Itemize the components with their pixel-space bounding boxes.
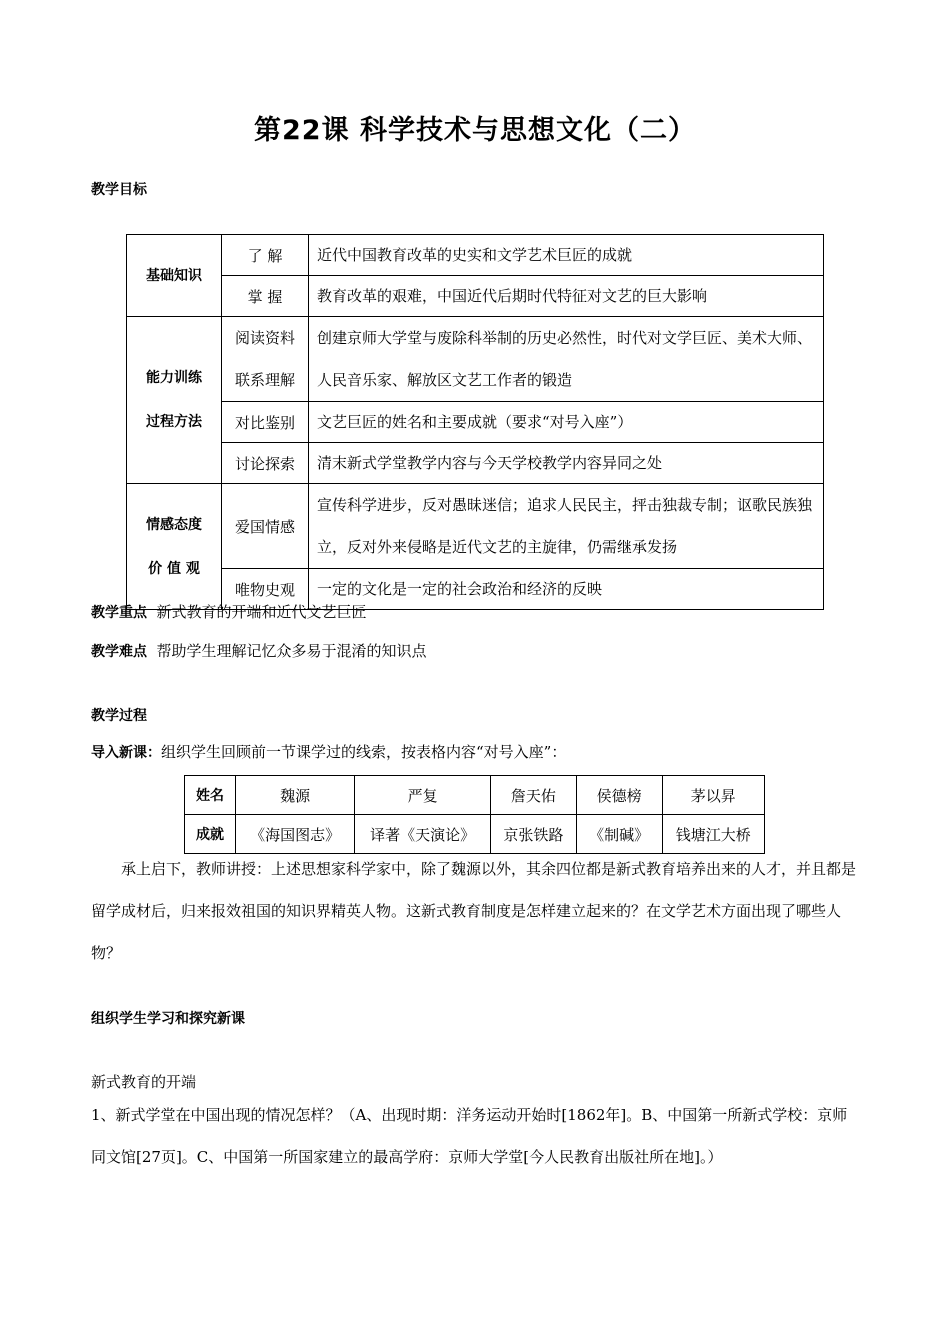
key-point-text: 新式教育的开端和近代文艺巨匠: [156, 603, 367, 621]
table-cell: 《制碱》: [576, 815, 662, 854]
objectives-table: [126, 234, 824, 610]
category-ability-line2: 过程方法: [146, 414, 202, 430]
table-cell: 侯德榜: [576, 776, 662, 815]
sub-patriotism: 爱国情感: [222, 484, 309, 569]
intro-line: [91, 741, 566, 762]
desc-materialism: 一定的文化是一定的社会政治和经济的反映: [309, 569, 824, 610]
table-cell: 魏源: [236, 776, 355, 815]
category-ability: [127, 317, 222, 484]
difficulty-text: 帮助学生理解记忆众多易于混淆的知识点: [156, 642, 427, 660]
table-row: [127, 276, 824, 317]
match-table: [184, 775, 765, 854]
sub-discuss: 讨论探索: [222, 443, 309, 484]
desc-patriotism: 宣传科学进步，反对愚昧迷信；追求人民民主，抨击独裁专制；讴歌民族独立，反对外来侵略是近代文艺的主旋律，仍需继承发扬: [309, 484, 824, 569]
section-title: 新式教育的开端: [91, 1073, 197, 1091]
category-emotion-line1: 情感态度: [146, 516, 202, 533]
organize-heading: 组织学生学习和探究新课: [91, 1011, 245, 1027]
header-name: 姓名: [185, 776, 236, 815]
table-cell: 严复: [355, 776, 491, 815]
lesson-title: 第22课 科学技术与思想文化（二）: [254, 115, 696, 146]
table-row: [127, 484, 824, 569]
sub-understand: 了 解: [222, 235, 309, 276]
sub-master: 掌 握: [222, 276, 309, 317]
transition-paragraph: 承上启下，教师讲授：上述思想家科学家中，除了魏源以外，其余四位都是新式教育培养出来的人才，并且都是留学成材后，归来报效祖国的知识界精英人物。这新式教育制度是怎样建立起来的？在文学艺术方面出现了哪些人物？: [91, 860, 857, 962]
category-ability-line1: 能力训练: [146, 370, 202, 386]
sub-reading-line1: 阅读资料: [234, 329, 295, 347]
table-cell: 译著《天演论》: [355, 815, 491, 854]
table-cell: 詹天佑: [491, 776, 577, 815]
header-achievement: 成就: [185, 815, 236, 854]
difficulty-line: [91, 640, 427, 661]
key-point-line: [91, 601, 367, 622]
table-cell: 茅以昇: [662, 776, 764, 815]
table-cell: 京张铁路: [491, 815, 577, 854]
desc-discuss: 清末新式学堂教学内容与今天学校教学内容异同之处: [309, 443, 824, 484]
objectives-heading: 教学目标: [91, 182, 147, 198]
sub-reading-line2: 联系理解: [234, 371, 295, 389]
desc-understand: 近代中国教育改革的史实和文学艺术巨匠的成就: [309, 235, 824, 276]
sub-reading: [222, 317, 309, 402]
category-emotion-line2: 价 值 观: [148, 560, 200, 577]
difficulty-label: 教学难点: [91, 644, 147, 660]
table-row: [127, 402, 824, 443]
table-row: [185, 776, 765, 815]
sub-materialism: 唯物史观: [222, 569, 309, 610]
desc-compare: 文艺巨匠的姓名和主要成就（要求“对号入座”）: [309, 402, 824, 443]
desc-master: 教育改革的艰难，中国近代后期时代特征对文艺的巨大影响: [309, 276, 824, 317]
table-cell: 《海国图志》: [236, 815, 355, 854]
category-emotion: [127, 484, 222, 610]
desc-reading: 创建京师大学堂与废除科举制的历史必然性，时代对文学巨匠、美术大师、人民音乐家、解放区文艺工作者的锻造: [309, 317, 824, 402]
process-heading: 教学过程: [91, 708, 147, 724]
table-row: [127, 443, 824, 484]
table-row: [127, 317, 824, 402]
table-cell: 钱塘江大桥: [662, 815, 764, 854]
question-1: 1、新式学堂在中国出现的情况怎样？（A、出现时期：洋务运动开始时[1862年]。B、中国第一所新式学校：京师同文馆[27页]。C、中国第一所国家建立的最高学府：京师大学堂[今人民教育出版社所在地]。）: [91, 1106, 848, 1166]
intro-text: 组织学生回顾前一节课学过的线索，按表格内容“对号入座”：: [161, 743, 567, 761]
key-point-label: 教学重点: [91, 605, 147, 621]
sub-compare: 对比鉴别: [222, 402, 309, 443]
table-row: [127, 235, 824, 276]
category-basic: 基础知识: [127, 235, 222, 317]
intro-label: 导入新课：: [91, 745, 161, 761]
